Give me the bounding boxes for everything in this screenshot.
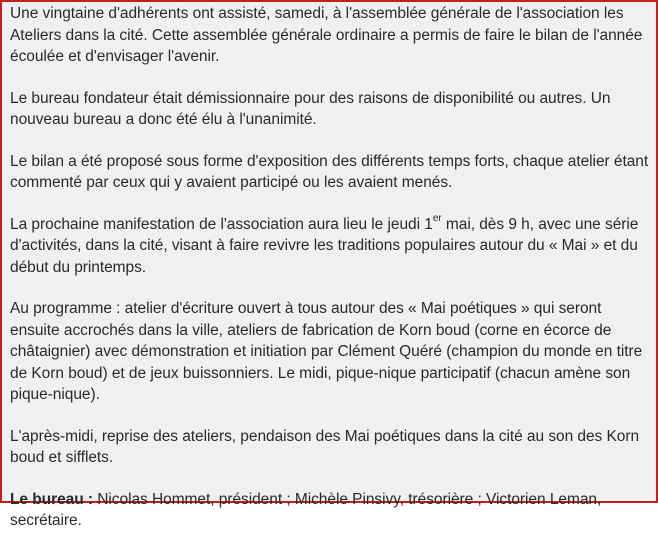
article-body xyxy=(10,3,650,552)
paragraph-assembly: Une vingtaine d'adhérents ont assisté, samedi, à l'assemblée générale de l'association les Ateliers dans la cité. Cette assemblée générale ordinaire a permis de faire le bilan de l'année écoulée et d'envisager l'avenir. xyxy=(10,5,643,65)
bureau-members-text: Nicolas Hommet, président ; Michèle Pinsivy, trésorière ; Victorien Leman, secrétaire. xyxy=(10,490,602,529)
paragraph-bureau-members xyxy=(10,489,650,532)
paragraph-afternoon: L'après-midi, reprise des ateliers, pendaison des Mai poétiques dans la cité au son des Korn boud et sifflets. xyxy=(10,427,640,466)
paragraph-bureau-election: Le bureau fondateur était démissionnaire pour des raisons de disponibilité ou autres. Un nouveau bureau a donc été élu à l'unanimité. xyxy=(10,89,611,128)
next-event-text-start: La prochaine manifestation de l'association aura lieu le jeudi 1 xyxy=(10,215,433,233)
next-event-text-end: mai, dès 9 h, avec une série d'activités, dans la cité, visant à faire revivre les traditions populaires autour du « Mai » et du début du printemps. xyxy=(10,215,639,276)
paragraph-next-event xyxy=(10,214,650,279)
ordinal-superscript: er xyxy=(432,213,442,225)
bureau-label: Le bureau : xyxy=(10,490,93,508)
paragraph-bilan: Le bilan a été proposé sous forme d'exposition des différents temps forts, chaque atelier étant commenté par ceux qui y avaient participé ou les avaient menés. xyxy=(10,152,649,191)
paragraph-programme: Au programme : atelier d'écriture ouvert à tous autour des « Mai poétiques » qui seront ensuite accrochés dans la ville, ateliers de fabrication de Korn boud (corne en écorce de châtaignier) avec démonstration et initiation par Clément Quéré (champion du monde en titre de Korn boud) et de jeux buissonniers. Le midi, pique-nique participatif (chacun amène son pique-nique). xyxy=(10,300,643,403)
